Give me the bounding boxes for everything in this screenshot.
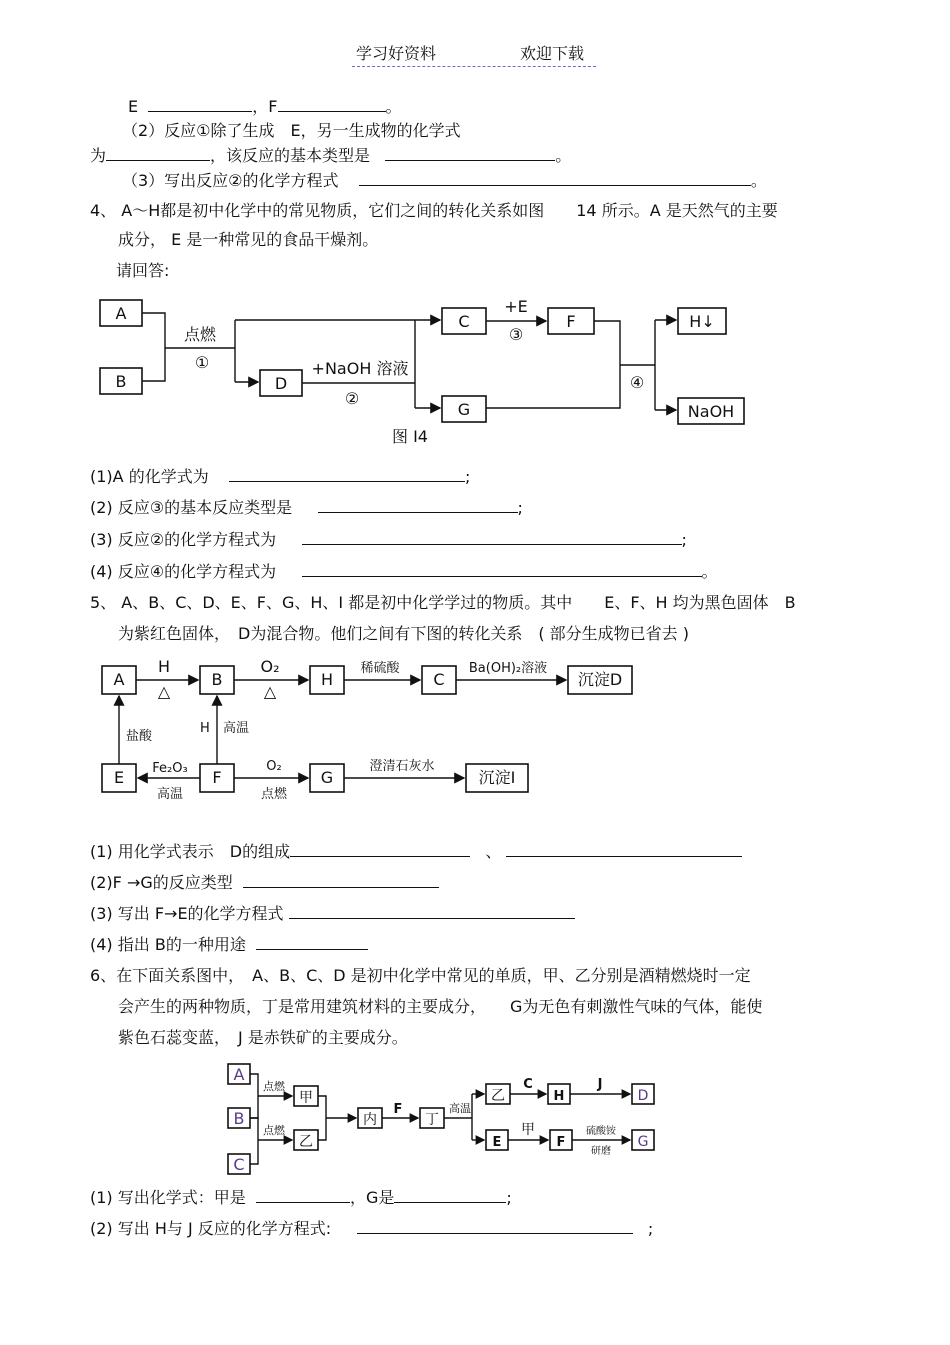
q4-diagram [90, 290, 760, 450]
q4-n3: ③ [508, 325, 524, 344]
q4-label-b: B [115, 372, 127, 391]
q4-label-c: C [458, 312, 470, 331]
q6-diagram [222, 1058, 662, 1178]
q4-n2: ② [344, 389, 360, 408]
q5-fg-top: O₂ [266, 759, 282, 774]
q5-fb-h: H [200, 721, 210, 736]
header-right: 欢迎下载 [520, 44, 585, 63]
q6-a1: (1) 写出化学式：甲是 ，G是 ; [90, 1188, 512, 1207]
q5-label-b: B [211, 670, 223, 689]
q6-ls2: 研磨 [591, 1146, 611, 1157]
q6-rjia: 甲 [521, 1122, 535, 1138]
q6-label-bing: 内 [363, 1112, 377, 1128]
q4-label-h: H↓ [689, 312, 715, 331]
q6-label-d: D [637, 1088, 649, 1104]
q4-label-a: A [115, 304, 127, 323]
q5-fb-t: 高温 [223, 721, 250, 736]
q4-a2: (2) 反应③的基本反应类型是 ; [90, 498, 523, 517]
q4-r2: +NaOH 溶液 [311, 359, 409, 378]
q6-gw: 高温 [449, 1102, 471, 1115]
q6-label-c: C [233, 1155, 245, 1174]
q6-ls1: 硫酸铵 [586, 1126, 616, 1137]
q5-diagram [90, 652, 650, 812]
q6-rj: J [597, 1077, 603, 1092]
q5-fg-bot: 点燃 [260, 787, 288, 802]
q6-a2: (2) 写出 H与 J 反应的化学方程式: ; [90, 1219, 654, 1238]
q6-label-e: E [492, 1135, 502, 1150]
q4-line1: 4、 A～H都是初中化学中的常见物质，它们之间的转化关系如图 14 所示。A 是天然气的主要 [90, 201, 778, 220]
q4-a1: (1)A 的化学式为 ; [90, 467, 471, 486]
q6-line2: 会产生的两种物质，丁是常用建筑材料的主要成分， G为无色有刺激性气味的气体，能使 [118, 997, 763, 1016]
q5-cd: Ba(OH)₂溶液 [468, 661, 548, 676]
q4-r1: 点燃 [183, 325, 217, 344]
q5-a4: (4) 指出 B的一种用途 [90, 935, 368, 955]
q4-label-f: F [566, 312, 576, 331]
q6-line3: 紫色石蕊变蓝， J 是赤铁矿的主要成分。 [118, 1028, 408, 1047]
q6-label-yi2: 乙 [491, 1088, 505, 1104]
q6-rc: C [523, 1077, 533, 1092]
q4-label-d: D [274, 374, 288, 393]
q3-line1: E ，F 。 [128, 97, 402, 116]
q5-hc: 稀硫酸 [360, 661, 400, 676]
q5-fe-bot: 高温 [156, 787, 184, 802]
q4-a4: (4) 反应④的化学方程式为 。 [90, 562, 718, 581]
q5-a3: (3) 写出 F→E的化学方程式 [90, 904, 575, 924]
q5-bh-top: O₂ [260, 657, 280, 676]
q5-ab-top: H [157, 657, 171, 676]
q5-label-g: G [320, 768, 334, 787]
q4-label-g: G [457, 400, 471, 419]
q5-label-c: C [433, 670, 445, 689]
q5-fe-top: Fe₂O₃ [152, 761, 188, 776]
q5-label-d: 沉淀D [577, 670, 623, 689]
q6-line1: 6、在下面关系图中， A、B、C、D 是初中化学中常见的单质，甲、乙分别是酒精燃烧时一定 [90, 966, 751, 985]
header-left: 学习好资料 [356, 44, 437, 63]
q5-label-h: H [320, 670, 334, 689]
q3-p2b: 为 ，该反应的基本类型是 。 [90, 146, 572, 165]
q3-p3: （3）写出反应②的化学方程式 。 [122, 171, 767, 190]
q5-gi: 澄清石灰水 [369, 759, 435, 774]
q6-label-a: A [233, 1065, 245, 1084]
q5-label-i: 沉淀I [478, 768, 516, 787]
q6-rf: F [393, 1102, 403, 1117]
q5-ea: 盐酸 [126, 729, 153, 744]
q5-ab-bot: △ [157, 682, 171, 701]
q4-label-naoh: NaOH [687, 402, 735, 421]
q5-line1: 5、 A、B、C、D、E、F、G、H、I 都是初中化学学过的物质。其中 E、F、H 均为黑色固体 B [90, 593, 796, 612]
q6-label-ding: 丁 [425, 1112, 439, 1128]
q6-label-b: B [233, 1109, 245, 1128]
q5-label-f: F [212, 768, 222, 787]
q3-p2: （2）反应①除了生成 E，另一生成物的化学式 [122, 121, 461, 140]
q6-label-jia: 甲 [299, 1090, 313, 1106]
q4-n1: ① [194, 353, 210, 372]
q6-label-h: H [553, 1089, 565, 1104]
q6-label-f: F [556, 1135, 566, 1150]
q5-label-a: A [113, 670, 125, 689]
q5-line2: 为紫红色固体， D为混合物。他们之间有下图的转化关系 ( 部分生成物已省去 ) [118, 624, 689, 643]
q6-r2: 点燃 [263, 1124, 285, 1137]
q4-a3: (3) 反应②的化学方程式为 ; [90, 530, 687, 549]
q5-a1: (1) 用化学式表示 D的组成 、 [90, 842, 742, 862]
q6-label-yi: 乙 [299, 1134, 313, 1150]
q5-bh-bot: △ [263, 682, 277, 701]
q6-r1: 点燃 [263, 1080, 285, 1093]
q4-caption: 图 I4 [392, 427, 428, 446]
q6-label-g: G [637, 1134, 649, 1150]
q4-line3: 请回答: [116, 261, 170, 280]
q4-n4: ④ [629, 373, 645, 392]
q4-r3: +E [504, 297, 528, 316]
q4-line2: 成分， E 是一种常见的食品干燥剂。 [118, 230, 379, 249]
q5-a2: (2)F →G的反应类型 [90, 873, 439, 893]
q5-label-e: E [113, 768, 125, 787]
